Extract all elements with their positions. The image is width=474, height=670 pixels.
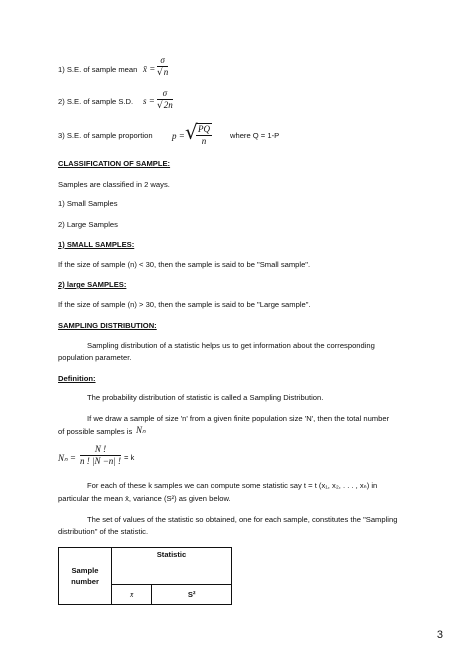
small-samples-text: If the size of sample (n) < 30, then the sample is said to be "Small sample". [58, 260, 311, 269]
sqrt-icon: √ [185, 120, 198, 144]
se-proportion-numerator: PQ [198, 124, 210, 134]
definition-text: The probability distribution of statistic is called a Sampling Distribution. [87, 393, 324, 402]
se-mean-denominator: n [163, 67, 169, 77]
statistic-header: Statistic [112, 548, 232, 585]
definition-heading: Definition: [58, 374, 96, 383]
se-proportion-fraction [196, 123, 212, 147]
where-note: where Q = 1-P [230, 131, 280, 140]
classification-item-large: 2) Large Samples [58, 220, 118, 229]
se-sd-label: 2) S.E. of sample S.D. [58, 97, 134, 106]
finite-population-line1: If we draw a sample of size 'n' from a given finite population size 'N', then the total number [87, 414, 390, 423]
sampling-distribution-heading: SAMPLING DISTRIBUTION: [58, 321, 157, 330]
sample-number-line2: number [71, 577, 99, 586]
sample-number-line1: Sample [71, 566, 99, 575]
n-sub-n-symbol: Nₙ [136, 425, 146, 435]
set-of-values-line2: distribution" of the statistic. [58, 527, 149, 536]
se-mean-fraction [157, 55, 168, 79]
se-sd-lhs: s = [143, 96, 155, 106]
small-samples-heading: 1) SMALL SAMPLES: [58, 240, 135, 249]
finite-population-line2: of possible samples is [58, 427, 133, 436]
equation-lhs: Nₙ = [58, 453, 76, 463]
se-sd-numerator: σ [157, 88, 173, 100]
classification-intro: Samples are classified in 2 ways. [58, 180, 170, 189]
equation-fraction [80, 444, 121, 467]
set-of-values-line1: The set of values of the statistic so obtained, one for each sample, constitutes the "Sampling [87, 515, 398, 524]
large-samples-text: If the size of sample (n) > 30, then the sample is said to be "Large sample". [58, 300, 311, 309]
statistic-line2: particular the mean x̄, variance (S²) as given below. [58, 494, 231, 503]
page-number: 3 [436, 629, 443, 641]
sampling-paragraph-line1: Sampling distribution of a statistic helps us to get information about the corresponding [87, 341, 375, 350]
sqrt-icon: √ [157, 68, 163, 78]
mean-column-header: x̄ [112, 585, 152, 605]
se-mean-lhs: x̄ = [143, 64, 156, 74]
statistic-table [58, 547, 232, 605]
large-samples-heading: 2) large SAMPLES: [58, 280, 127, 289]
classification-item-small: 1) Small Samples [58, 199, 118, 208]
equation-numerator: N ! [80, 444, 121, 456]
se-mean-label: 1) S.E. of sample mean [58, 65, 138, 74]
se-proportion-label: 3) S.E. of sample proportion [58, 131, 153, 140]
classification-heading: CLASSIFICATION OF SAMPLE: [58, 159, 171, 168]
sample-number-header [59, 548, 112, 605]
equation-denominator: n ! |N −n| ! [80, 456, 122, 466]
se-mean-numerator: σ [157, 55, 168, 67]
sqrt-icon: √ [157, 101, 163, 111]
se-proportion-denominator: n [201, 136, 207, 146]
se-proportion-lhs: p = [172, 131, 185, 141]
variance-column-header: S² [152, 585, 232, 605]
se-sd-denominator: 2n [163, 100, 173, 110]
statistic-line1: For each of these k samples we can compute some statistic say t = t (x₁, x₂, . . . , xₙ) in [87, 481, 378, 490]
equation-rhs: = k [124, 453, 135, 462]
se-sd-fraction [157, 88, 173, 112]
sampling-paragraph-line2: population parameter. [58, 353, 132, 362]
